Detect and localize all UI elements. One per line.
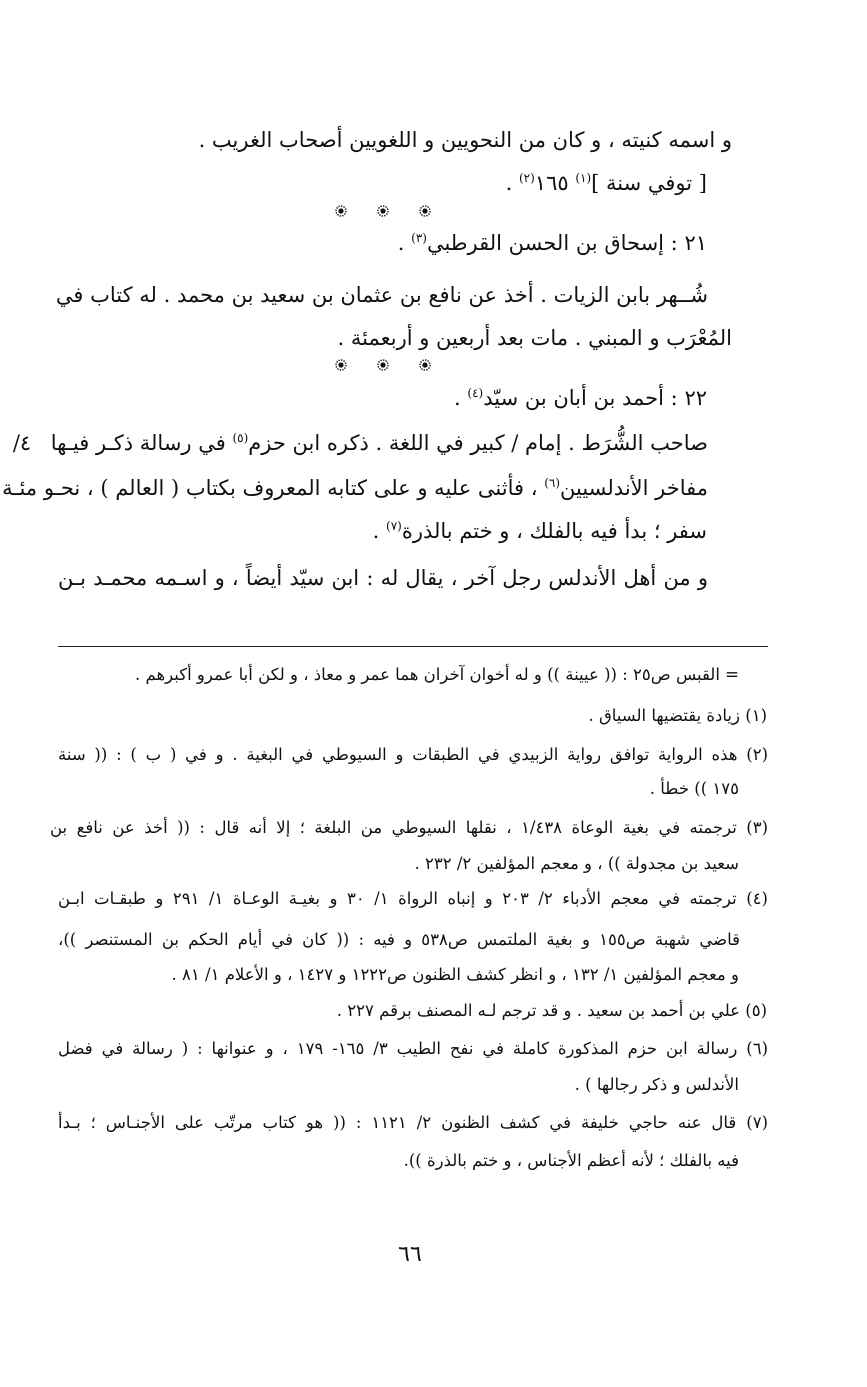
footnote-4-cont-2: و معجم المؤلفين ١/ ١٣٢ ، و انظر كشف الظنون ص١٢٢٢ و ١٤٢٧ ، و الأعلام ١/ ٨١ . bbox=[171, 965, 739, 984]
section-divider-2 bbox=[330, 358, 440, 372]
dotted-sun-icon bbox=[334, 358, 348, 372]
heading-text: ٢٢ : أحمد بن أبان بن سيّد bbox=[483, 386, 707, 410]
footnote-7-cont: فيه بالفلك ؛ لأنه أعظم الأجناس ، و ختم بالذرة )). bbox=[403, 1151, 739, 1170]
footnote-continuation: = القبس ص٢٥ : (( عيينة )) و له أخوان آخران هما عمر و معاذ ، و لكن أبا عمرو أكبرهم . bbox=[134, 665, 739, 684]
footnote-2: (٢) هذه الرواية توافق رواية الزبيدي في الطبقات و السيوطي في البغية . و في ( ب ) : (( سنة bbox=[58, 745, 768, 764]
footnote-2-cont: ١٧٥ )) خطأ . bbox=[649, 779, 739, 798]
footnote-6-cont: الأندلس و ذكر رجالها ) . bbox=[574, 1075, 739, 1094]
body-line-1: و اسمه كنيته ، و كان من النحويين و اللغويين أصحاب الغريب . bbox=[198, 128, 732, 152]
text-segment: ، فأثنى عليه و على كتابه المعروف بكتاب ( العالم ) ، نحـو مئـة bbox=[2, 476, 545, 500]
footnote-4-cont-1: قاضي شهبة ص١٥٥ و بغية الملتمس ص٥٣٨ و فيه : (( كان في أيام الحكم بن المستنصر ))، bbox=[58, 930, 740, 949]
footnote-ref: (٧) bbox=[386, 519, 402, 533]
page-number: ٦٦ bbox=[398, 1242, 422, 1267]
footnote-ref: (٦) bbox=[544, 476, 561, 490]
footnote-3-cont: سعيد بن مجدولة )) ، و معجم المؤلفين ٢/ ٢٣٢ . bbox=[414, 854, 739, 873]
footnote-1: (١) زيادة يقتضيها السياق . bbox=[588, 706, 767, 725]
footnote-ref: (٣) bbox=[411, 231, 427, 245]
body-line-4: شُــهر بابن الزيات . أخذ عن نافع بن عثمان بن سعيد بن محمد . له كتاب في bbox=[55, 283, 708, 307]
text-segment: . bbox=[397, 231, 412, 255]
margin-folio-note: ٤/ bbox=[12, 431, 32, 455]
text-segment: . bbox=[505, 171, 519, 195]
body-line-2 bbox=[506, 168, 707, 198]
heading-text: ٢١ : إسحاق بن الحسن القرطبي bbox=[426, 231, 707, 255]
entry-heading-21 bbox=[398, 228, 707, 258]
dotted-sun-icon bbox=[418, 204, 432, 218]
text-segment: سفر ؛ بدأ فيه بالفلك ، و ختم بالذرة bbox=[401, 519, 707, 543]
text-segment: ١٦٥ bbox=[534, 171, 569, 195]
section-divider-1 bbox=[330, 204, 440, 218]
footnote-ref: (٥) bbox=[232, 431, 249, 445]
dotted-sun-icon bbox=[376, 358, 390, 372]
dotted-sun-icon bbox=[376, 204, 390, 218]
body-line-7 bbox=[50, 428, 708, 458]
text-segment: في رسالة ذكـر فيـها bbox=[50, 431, 233, 455]
body-line-5: المُعْرَب و المبني . مات بعد أربعين و أربعمئة . bbox=[337, 326, 732, 350]
text-segment: . bbox=[454, 386, 468, 410]
footnote-divider bbox=[58, 646, 768, 647]
footnote-ref: (١) bbox=[575, 171, 592, 185]
body-line-8 bbox=[2, 473, 708, 503]
entry-heading-22 bbox=[454, 383, 707, 413]
body-line-9 bbox=[373, 516, 707, 546]
text-segment: مفاخر الأندلسيين bbox=[560, 476, 708, 500]
footnote-3: (٣) ترجمته في بغية الوعاة ١/٤٣٨ ، نقلها السيوطي من البلغة ؛ إلا أنه قال : (( أخذ عن نافع بن bbox=[50, 818, 768, 837]
dotted-sun-icon bbox=[334, 204, 348, 218]
text-segment: . bbox=[372, 519, 387, 543]
footnote-5: (٥) علي بن أحمد بن سعيد . و قد ترجم لـه المصنف برقم ٢٢٧ . bbox=[336, 1001, 767, 1020]
body-line-10: و من أهل الأندلس رجل آخر ، يقال له : ابن سيّد أيضاً ، و اسـمه محمـد بـن bbox=[58, 566, 708, 590]
footnote-7: (٧) قال عنه حاجي خليفة في كشف الظنون ٢/ ١١٢١ : (( هو كتاب مرتّب على الأجنـاس ؛ بـدأ bbox=[58, 1113, 768, 1132]
footnote-ref: (٢) bbox=[518, 171, 535, 185]
dotted-sun-icon bbox=[418, 358, 432, 372]
text-segment: صاحب الشُّرَط . إمام / كبير في اللغة . ذكره ابن حزم bbox=[248, 431, 708, 455]
text-segment: [ توفي سنة ] bbox=[591, 171, 707, 195]
footnote-ref: (٤) bbox=[467, 386, 484, 400]
footnote-6: (٦) رسالة ابن حزم المذكورة كاملة في نفح الطيب ٣/ ١٦٥- ١٧٩ ، و عنوانها : ( رسالة في فضل bbox=[58, 1039, 768, 1058]
footnote-4: (٤) ترجمته في معجم الأدباء ٢/ ٢٠٣ و إنباه الرواة ١/ ٣٠ و بغيـة الوعـاة ١/ ٢٩١ و طبقـات ابـن bbox=[58, 889, 768, 908]
